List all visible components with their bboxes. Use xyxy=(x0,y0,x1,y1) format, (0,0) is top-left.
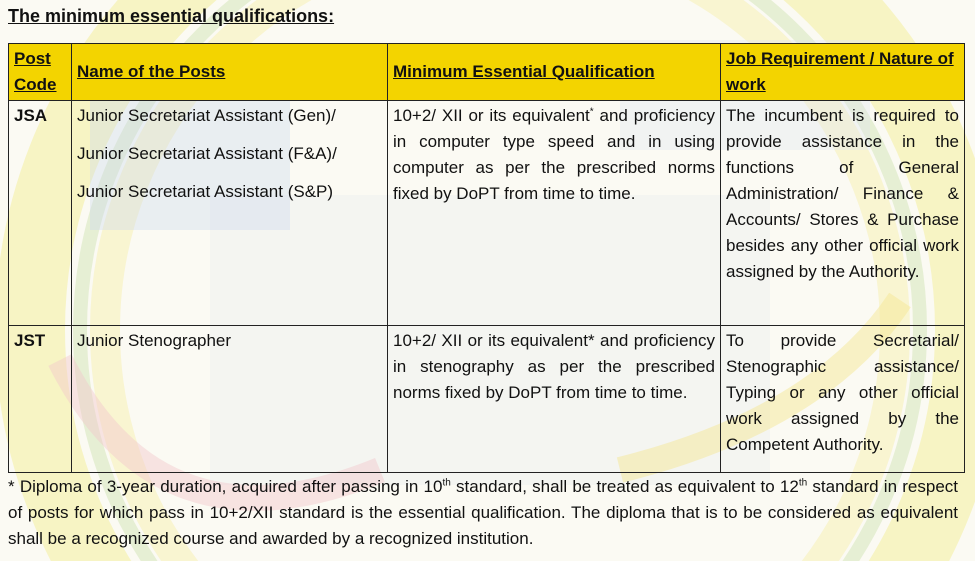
min-qualification-cell: 10+2/ XII or its equivalent* and proficiency in stenography as per the prescribed norms fixed by DoPT from time to time. xyxy=(388,326,721,473)
footnote-marker: * xyxy=(589,106,594,118)
header-job-requirement: Job Requirement / Nature of work xyxy=(721,44,965,101)
post-code-cell: JSA xyxy=(9,101,72,326)
footnote xyxy=(8,474,958,552)
table-header-row xyxy=(9,44,965,101)
table-row xyxy=(9,326,965,473)
post-name: Junior Stenographer xyxy=(77,331,232,350)
footnote-superscript: th xyxy=(442,477,451,489)
post-name: Junior Secretariat Assistant (Gen)/ xyxy=(77,106,336,125)
qualifications-table xyxy=(8,43,965,473)
post-name: Junior Secretariat Assistant (F&A)/ xyxy=(77,144,337,163)
header-post-code: Post Code xyxy=(9,44,72,101)
min-qualification-cell xyxy=(388,101,721,326)
post-names-cell xyxy=(72,326,388,473)
post-code-cell: JST xyxy=(9,326,72,473)
footnote-text: standard in respect of posts for which pass in 10+2/XII standard is the essential qualification. The diploma that is to be considered as equivalent shall be a recognized course and awarded by a recognized institution. xyxy=(8,477,958,548)
min-qualification-text: 10+2/ XII or its equivalent xyxy=(393,106,590,125)
min-qualification-text-cont: and proficiency in computer type speed and in using computer as per the prescribed norms fixed by DoPT from time to time. xyxy=(393,106,715,203)
header-name-of-posts: Name of the Posts xyxy=(72,44,388,101)
job-requirement-cell: The incumbent is required to provide assistance in the functions of General Administration/ Finance & Accounts/ Stores & Purchase besides any other official work assigned by the Authority. xyxy=(721,101,965,326)
footnote-text: standard, shall be treated as equivalent to 12 xyxy=(450,477,799,496)
post-name: Junior Secretariat Assistant (S&P) xyxy=(77,182,334,201)
table-row xyxy=(9,101,965,326)
footnote-superscript: th xyxy=(798,477,808,489)
section-heading: The minimum essential qualifications: xyxy=(8,6,335,26)
job-requirement-cell: To provide Secretarial/ Stenographic assistance/ Typing or any other official work assigned by the Competent Authority. xyxy=(721,326,965,473)
header-min-qualification: Minimum Essential Qualification xyxy=(388,44,721,101)
post-names-cell xyxy=(72,101,388,326)
footnote-text: * Diploma of 3-year duration, acquired after passing in 10 xyxy=(8,477,443,496)
